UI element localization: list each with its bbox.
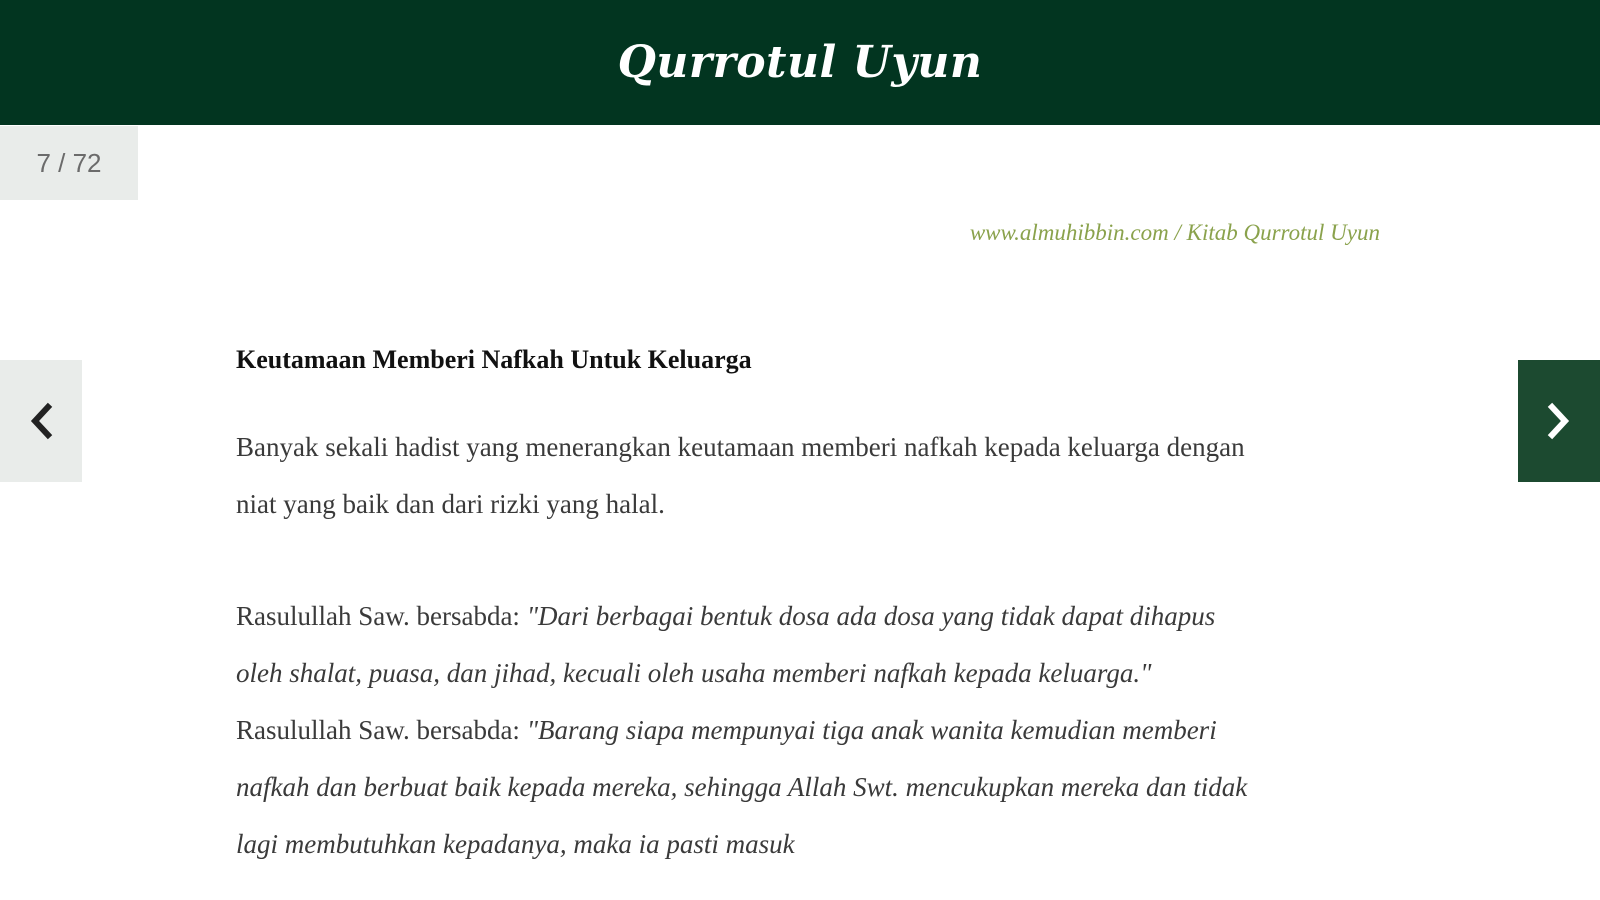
hadith-quote-2: "Barang siapa mempunyai tiga anak wanita kemudian memberi nafkah dan berbuat baik kepada mereka, sehingga Allah Swt. mencukupkan mereka dan tidak lagi membutuhkan kepadanya, maka ia pasti masuk — [236, 715, 1248, 859]
next-page-button[interactable] — [1518, 360, 1600, 482]
page-counter: 7 / 72 — [0, 126, 138, 200]
article-paragraph-2 — [236, 588, 1266, 873]
article-paragraph-1: Banyak sekali hadist yang menerangkan keutamaan memberi nafkah kepada keluarga dengan niat yang baik dan dari rizki yang halal. — [236, 432, 1245, 519]
chevron-left-icon — [26, 401, 56, 441]
previous-page-button[interactable] — [0, 360, 82, 482]
article-heading: Keutamaan Memberi Nafkah Untuk Keluarga — [236, 345, 752, 374]
chevron-right-icon — [1544, 401, 1574, 441]
paragraph-2-mid: Rasulullah Saw. bersabda: — [236, 715, 527, 745]
paragraph-2-intro: Rasulullah Saw. bersabda: — [236, 601, 527, 631]
article-content — [236, 345, 1266, 900]
hadith-quote-1: "Dari berbagai bentuk dosa ada dosa yang tidak dapat dihapus oleh shalat, puasa, dan jihad, kecuali oleh usaha memberi nafkah kepada keluarga." — [236, 601, 1216, 688]
source-line: www.almuhibbin.com / Kitab Qurrotul Uyun — [969, 220, 1380, 245]
app-header — [0, 0, 1600, 125]
app-title: Qurrotul Uyun — [617, 37, 983, 88]
